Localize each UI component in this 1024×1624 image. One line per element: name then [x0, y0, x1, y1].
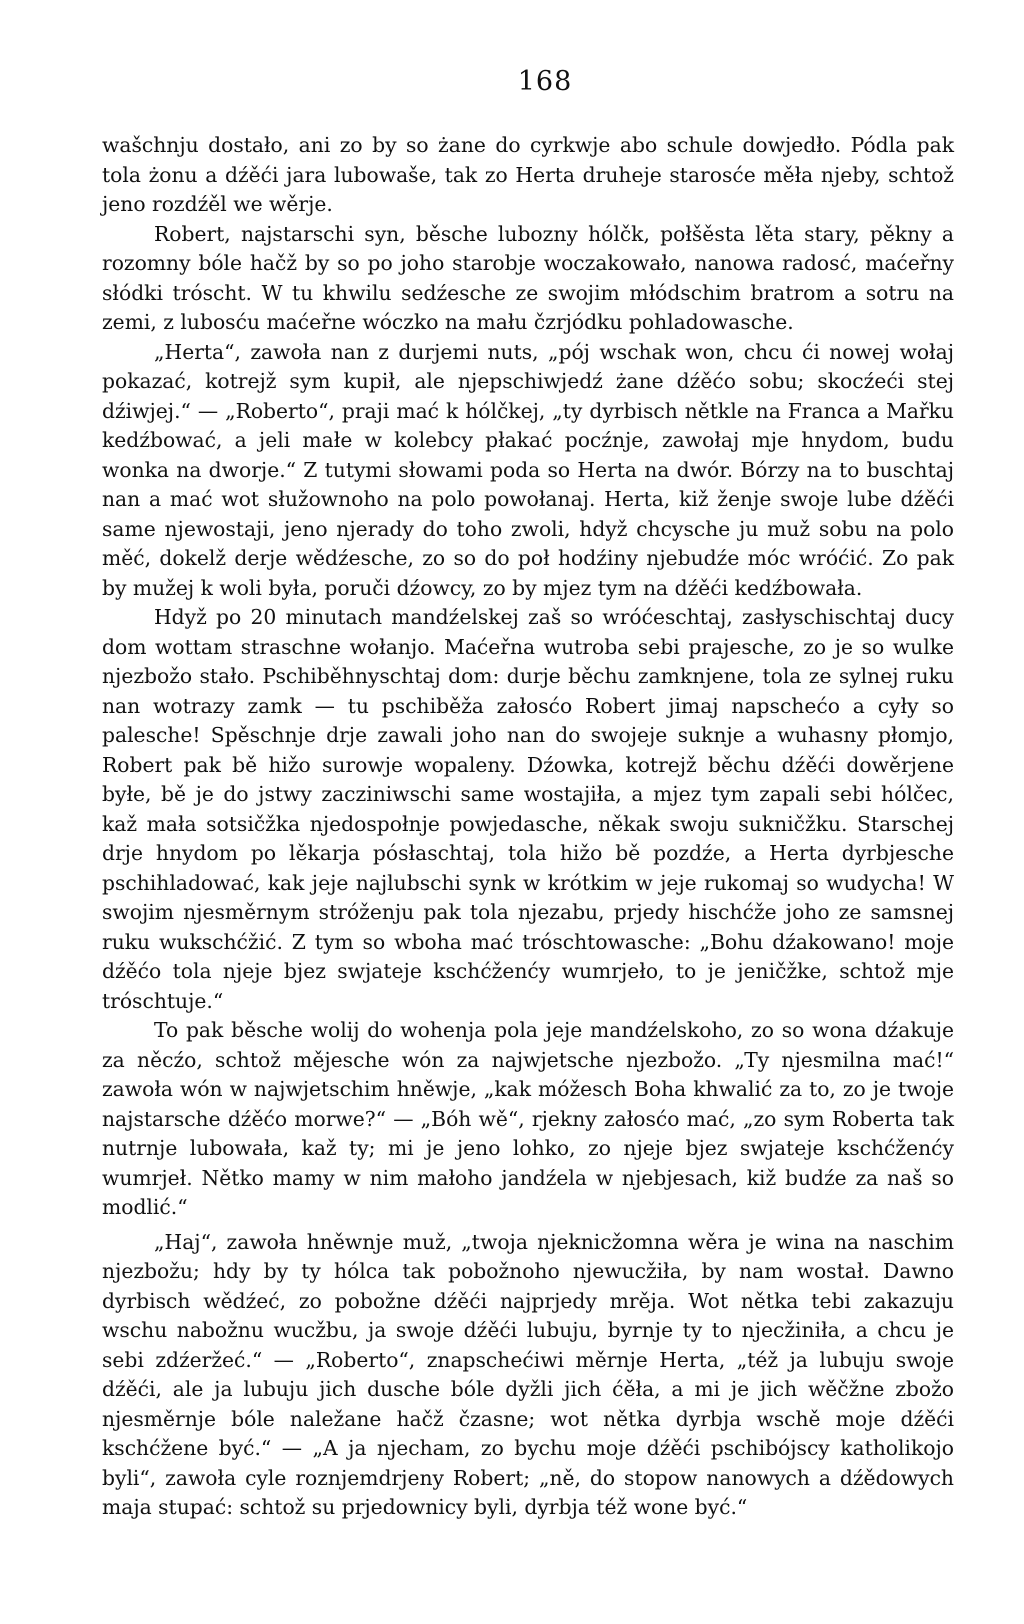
paragraph-5: To pak běsche wolij do wohenja pola jeje mandźelskoho, zo so wona dźakuje za něcźo, schtož měјesche wón za najwjetsche njezbožo. „Ty njesmilna mać!“ zawoła wón w najwjetschim hněwje, „kak móžesch Boha khwalić za to, zo je twoje najstarsche dźěćo morwe?“ — „Bóh wě“, rjekny załosćo mać, „zo sym Roberta tak nutrnje lubowała, kaž ty; mi je jeno lohko, zo njeje bjez swjateje kschćženćy wumrjeł. Nětko mamy w nim małoho jandźela w njebjesach, kiž budźe za naš so modlić.“	[102, 1018, 954, 1219]
paragraph-3: „Herta“, zawoła nan z durjemi nuts, „pój wschak won, chcu ći nowej wołaj pokazać, kotrejž sym kupił, ale njepschiwjedź żane dźěćo sobu; skocźeći stej dźiwjej.“ — „Roberto“, praji mać k hólčkej, „ty dyrbisch nětkle na Franca a Mařku kedźbować, a jeli małe w kolebcy płakać pocźnje, zawołaj mje hnydom, budu wonka na dworje.“ Z tutymi słowami poda so Herta na dwór. Bórzy na to buschtaj nan a mać wot słužownoho na polo powołanaj. Herta, kiž ženje swoje lube dźěći same njewostaji, jeno njerady do toho zwoli, hdyž chcysche ju muž sobu na polo měć, dokelž derje wědźesche, zo so do poł hodźiny njebudźe móc wróćić. Zo pak by mužej k woli była, poruči dźowcy, zo by mjez tym na dźěći kedźbowała.	[102, 339, 954, 600]
paragraph-2: Robert, najstarschi syn, běsche lubozny hólčk, połšěsta lěta stary, pěkny a rozomny bóle hačž by so po joho starobje woczakowało, nanowa radosć, maćeřny słódki tróscht. W tu khwilu sedźesche ze swojim młódschim bratrom a sotru na zemi, z lubosću maćeřne wóczko na mału čzrjódku pohladowasche.	[102, 221, 954, 334]
paragraph-6: „Haj“, zawoła hněwnje muž, „twoja njeknicžomna wěra je wina na naschim njezbožu; hdy by ty hólca tak pobožnoho njewucžiła, by nam wostał. Dawno dyrbisch wědźeć, zo pobožne dźěći najprjedy mrěja. Wot nětka tebi zakazuju wschu nabožnu wucžbu, ja swoje dźěći lubuju, byrnje ty to njecžiniła, a chcu je sebi zdźeržeć.“ — „Roberto“, znapschećiwi měrnje Herta, „též ja lubuju swoje dźěći, ale ja lubuju jich dusche bóle dyžli jich ćěła, a mi je jich wěčžne zbožo njesměrnje bóle naležane hačž čzasne; wot nětka dyrbja wschě moje dźěći kschćžene być.“ — „A ja njecham, zo bychu moje dźěći pschibójscy katholikojo byli“, zawoła cyle roznjemdrjeny Robert; „ně, do stopow nanowych a dźědowych maja stupać: schtož su prjedownicy byli, dyrbja též wone być.“	[102, 1229, 954, 1519]
paragraph-4: Hdyž po 20 minutach mandźelskej zaš so wróćeschtaj, zasłyschischtaj ducy dom wottam strasch​ne wołanjo. Maćeřna wutroba sebi prajesche, zo je so wulke njezbožo stało. Pschiběhnyschtaj dom: durje běchu zamknjene, tola ze sylnej ruku nan wotrazy zamk — tu pschiběža załosćo Robert jimaj napschećo a cyły so palesche! Spěschnje drje zawali joho nan do swojeje suknje a wuhasny płomjo, Robert pak bě hižo surowje wopaleny. Dźowka, kotrejž běchu dźěći dowěrjene byłe, bě je do jstwy zacziniwschi same wostajiła, a mjez tym zapali sebi hólčec, kaž mała sotsičžka njedospołnje powjedasche, někak swoju sukničžku. Starschej drje hnydom po lěkarja pósłaschtaj, tola hižo bě pozdźe, a Herta dyrbjesche pschihladować, kak jeje najlubschi synk w krótkim w jeje rukomaj so wudycha! W swojim njesměrnym stróženju pak tola njezabu, prjedy hischćže joho ze sam​snej ruku wukschćžić. Z tym so wboha mać tróschtowasche: „Bohu dźakowano! moje dźěćo tola njeje bjez swjateje kschćženćy wumrjeło, to je jeničžke, schtož mje tróschtuje.“	[102, 605, 954, 1013]
paragraph-1: wašchnju dostało, ani zo by so żane do cyrkwje abo schule dowjedło. Pódla pak tola żonu a dźěći jara lubowaše, tak zo Herta druheje starosće měła njeby, schtož jeno rozdźěl we wěrje.	[102, 133, 954, 216]
page-number: 168	[517, 66, 573, 97]
